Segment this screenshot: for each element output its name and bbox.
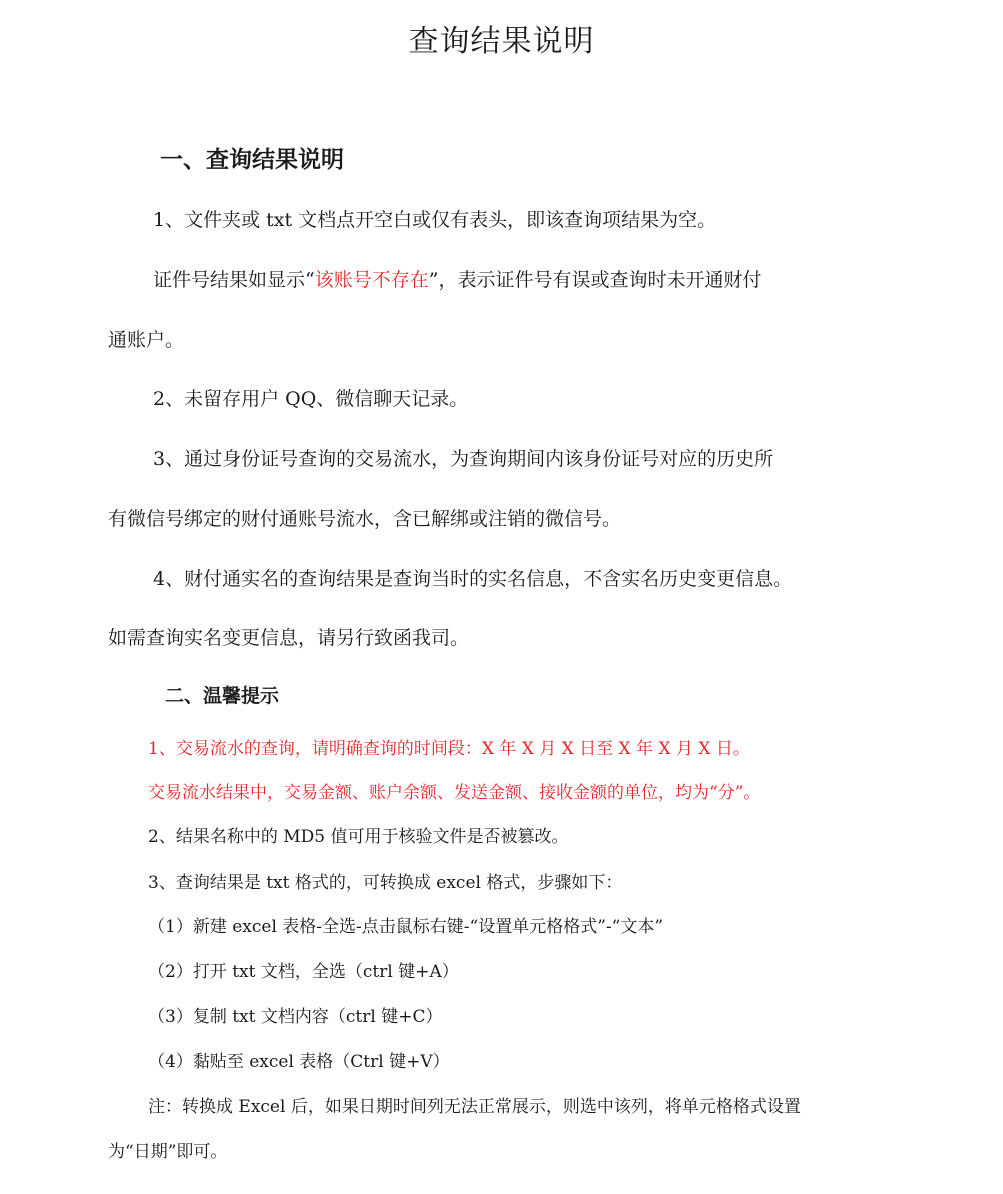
section2-note-line2: 为“日期”即可。 [108, 1142, 228, 1162]
section1-item1: 1、文件夹或 txt 文档点开空白或仅有表头，即该查询项结果为空。 [153, 209, 717, 231]
item1-note-suffix: ”，表示证件号有误或查询时未开通财付 [428, 269, 762, 291]
section2-note-line1: 注：转换成 Excel 后，如果日期时间列无法正常展示，则选中该列，将单元格格式设置 [148, 1097, 801, 1117]
section2-step1: （1）新建 excel 表格-全选-点击鼠标右键-“设置单元格格式”-“文本” [148, 917, 664, 937]
section1-item4-line2: 如需查询实名变更信息，请另行致函我司。 [108, 627, 470, 649]
section1-item2: 2、未留存用户 QQ、微信聊天记录。 [153, 388, 469, 410]
section2-step2: （2）打开 txt 文档，全选（ctrl 键+A） [148, 962, 459, 982]
section2-step4: （4）黏贴至 excel 表格（Ctrl 键+V） [148, 1052, 450, 1072]
section1-item1-note-cont: 通账户。 [108, 329, 185, 351]
item1-note-highlight: 该账号不存在 [314, 269, 429, 291]
section1-item4-line1: 4、财付通实名的查询结果是查询当时的实名信息，不含实名历史变更信息。 [153, 568, 793, 590]
section1-item3-line1: 3、通过身份证号查询的交易流水，为查询期间内该身份证号对应的历史所 [153, 448, 774, 470]
section1-heading: 一、查询结果说明 [160, 147, 344, 173]
page-title: 查询结果说明 [408, 24, 595, 59]
section1-item3-line2: 有微信号绑定的财付通账号流水，含已解绑或注销的微信号。 [108, 508, 622, 530]
section2-tip3: 3、查询结果是 txt 格式的，可转换成 excel 格式，步骤如下： [148, 873, 623, 893]
section1-item1-note [153, 266, 953, 294]
section2-tip2: 2、结果名称中的 MD5 值可用于核验文件是否被篡改。 [148, 827, 569, 847]
section2-heading: 二、温馨提示 [165, 685, 280, 707]
section2-tip1-line1: 1、交易流水的查询，请明确查询的时间段：X 年 X 月 X 日至 X 年 X 月 X 日。 [148, 739, 750, 759]
section2-step3: （3）复制 txt 文档内容（ctrl 键+C） [148, 1007, 443, 1027]
item1-note-prefix: 证件号结果如显示“ [153, 269, 315, 291]
section2-tip1-line2: 交易流水结果中，交易金额、账户余额、发送金额、接收金额的单位，均为“分”。 [148, 783, 761, 803]
